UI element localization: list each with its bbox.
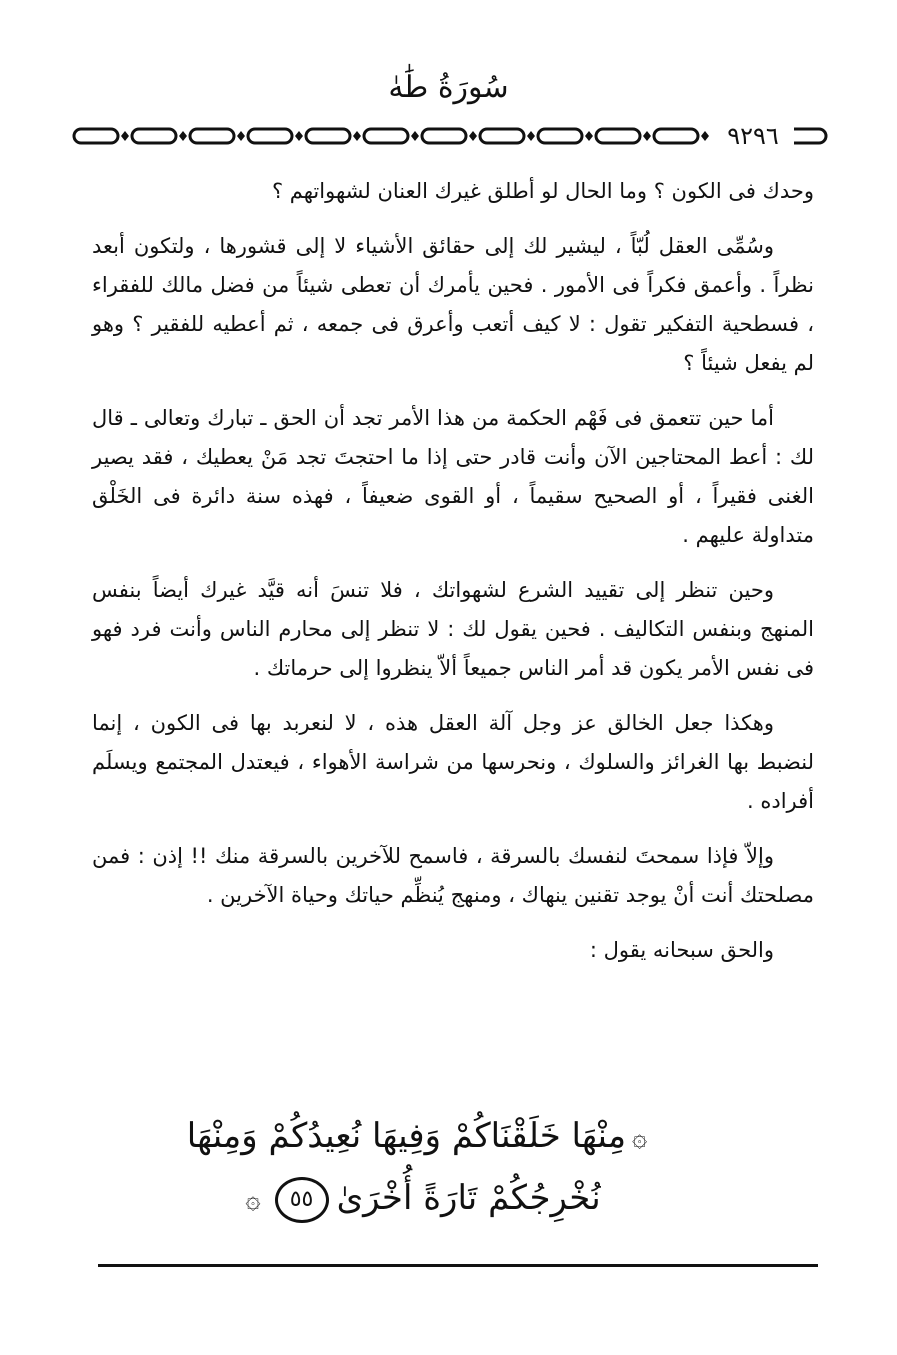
paragraph: أما حين تتعمق فى فَهْم الحكمة من هذا الأمر تجد أن الحق ـ تبارك وتعالى ـ قال لك : أعط المحتاجين الآن وأنت قادر حتى إذا ما احتجتَ تجد مَنْ يعطيك ، فقد يصير الغنى فقيراً ، أو الصحيح سقيماً ، أو القوى ضعيفاً ، فهذه سنة دائرة فى الخَلْق متداولة عليهم . (92, 406, 814, 547)
verse-line-1 (140, 1106, 700, 1168)
ornament-icon: ۞ (245, 1185, 261, 1215)
ayah-number: ٥٥ (275, 1177, 329, 1223)
paragraph: وحين تنظر إلى تقييد الشرع لشهواتك ، فلا تنسَ أنه قيَّد غيرك أيضاً بنفس المنهج وبنفس التكاليف . فحين يقول لك : لا تنظر إلى محارم الناس وأنت فرد فهو فى نفس الأمر يكون قد أمر الناس جميعاً ألاّ ينظروا إلى حرماتك . (92, 578, 814, 680)
ornament-icon: ۞ (632, 1123, 648, 1153)
paragraph: والحق سبحانه يقول : (589, 938, 774, 962)
verse-line-2 (140, 1168, 700, 1230)
paragraph: وهكذا جعل الخالق عز وجل آلة العقل هذه ، لا لنعربد بها فى الكون ، إنما لنضبط بها الغرائز والسلوك ، ونحرسها من شراسة الأهواء ، فيعتدل المجتمع ويسلَم أفراده . (92, 711, 814, 813)
body-text (92, 172, 814, 986)
quran-verse (140, 1106, 700, 1230)
surah-title: سُورَةُ طَٰهٰ (388, 70, 509, 105)
paragraph: وسُمِّى العقل لُبّاً ، ليشير لك إلى حقائق الأشياء لا إلى قشورها ، ولتكون أبعد نظراً . وأعمق فكراً فى الأمور . فحين يأمرك أن تعطى شيئاً من فضل مالك للفقراء ، فسطحية التفكير تقول : لا كيف أتعب وأعرق فى جمعه ، ثم أعطيه للفقير ؟ وهو لم يفعل شيئاً ؟ (92, 234, 814, 375)
footer-rule (98, 1264, 818, 1267)
paragraph: وإلاّ فإذا سمحتَ لنفسك بالسرقة ، فاسمح للآخرين بالسرقة منك !! إذن : فمن مصلحتك أنت أنْ يوجد تقنين ينهاك ، ومنهج يُنظِّم حياتك وحياة الآخرين . (92, 844, 814, 907)
verse-text-line-2: نُخْرِجُكُمْ تَارَةً أُخْرَىٰ (336, 1178, 601, 1218)
verse-text-line-1: مِنْهَا خَلَقْنَاكُمْ وَفِيهَا نُعِيدُكُمْ وَمِنْهَا (186, 1116, 627, 1156)
paragraph: وحدك فى الكون ؟ وما الحال لو أطلق غيرك العنان لشهواتهم ؟ (271, 179, 814, 203)
page-number: ٩٢٩٦ (712, 122, 794, 150)
